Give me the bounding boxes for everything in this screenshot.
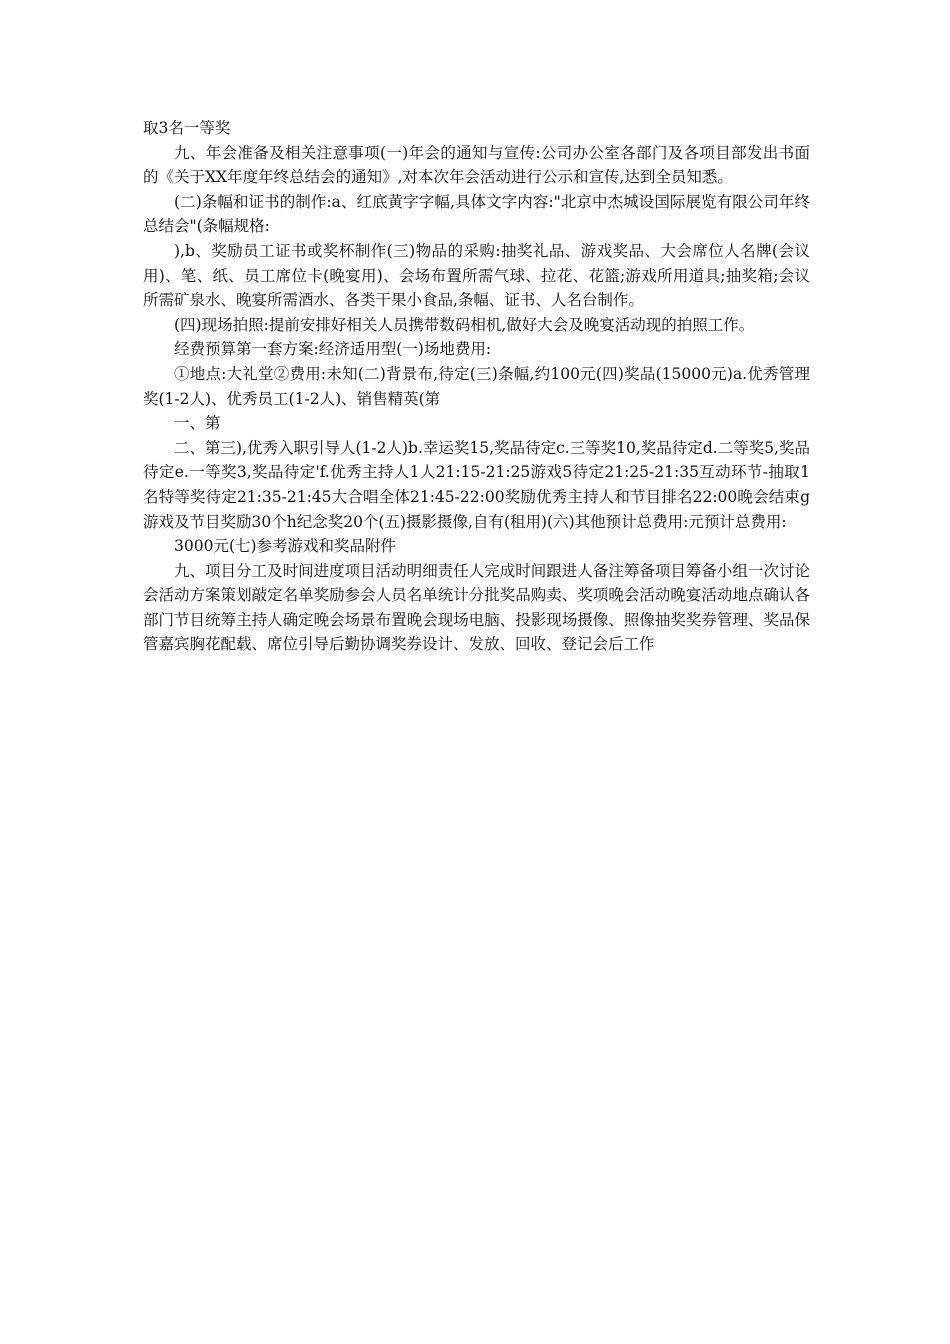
paragraph-1: 取3名一等奖	[143, 119, 231, 137]
paragraph-4: ),b、奖励员工证书或奖杯制作(三)物品的采购:抽奖礼品、游戏奖品、大会席位人名牌(会议用)、笔、纸、员工席位卡(晚宴用)、会场布置所需气球、拉花、花篮;游戏所用道具;抽奖箱;会议所需矿泉水、晚宴所需酒水、各类干果小食品,条幅、证书、人名台制作。	[143, 241, 810, 310]
paragraph-6: 经费预算第一套方案:经济适用型(一)场地费用:	[174, 340, 492, 359]
paragraph-11: 九、项目分工及时间进度项目活动明细责任人完成时间跟进人备注筹备项目筹备小组一次讨论会活动方案策划敲定名单奖励参会人员名单统计分批奖品购卖、奖项晚会活动晚宴活动地点确认各部门节目统筹主持人确定晚会场景布置晚会现场电脑、投影现场摄像、照像抽奖奖券管理、奖品保管嘉宾胸花配载、席位引导后勤协调奖券设计、发放、回收、登记会后工作	[143, 561, 810, 654]
document-body	[143, 116, 810, 657]
paragraph-5: (四)现场拍照:提前安排好相关人员携带数码相机,做好大会及晚宴活动现的拍照工作。	[174, 315, 755, 334]
paragraph-7: ①地点:大礼堂②费用:未知(二)背景布,待定(三)条幅,约100元(四)奖品(15000元)a.优秀管理奖(1-2人)、优秀员工(1-2人)、销售精英(第	[143, 364, 810, 408]
paragraph-3: (二)条幅和证书的制作:a、红底黄字字幅,具体文字内容:"北京中杰城设国际展览有限公司年终总结会"(条幅规格:	[143, 192, 810, 236]
paragraph-10: 3000元(七)参考游戏和奖品附件	[174, 537, 397, 556]
paragraph-8: 一、第	[174, 414, 221, 433]
paragraph-2: 九、年会准备及相关注意事项(一)年会的通知与宣传:公司办公室各部门及各项目部发出书面的《关于XX年度年终总结会的通知》,对本次年会活动进行公示和宣传,达到全员知悉。	[143, 143, 810, 187]
paragraph-9: 二、第三),优秀入职引导人(1-2人)b.幸运奖15,奖品待定c.三等奖10,奖品待定d.二等奖5,奖品待定e.一等奖3,奖品待定'f.优秀主持人1人21:15-21:25游戏5待定21:25-21:35互动环节-抽取1名特等奖待定21:35-21:45大合唱全体21:45-22:00奖励优秀主持人和节目排名22:00晚会结束g游戏及节目奖励30个h纪念奖20个(五)摄影摄像,自有(租用)(六)其他预计总费用:元预计总费用:	[143, 438, 810, 531]
